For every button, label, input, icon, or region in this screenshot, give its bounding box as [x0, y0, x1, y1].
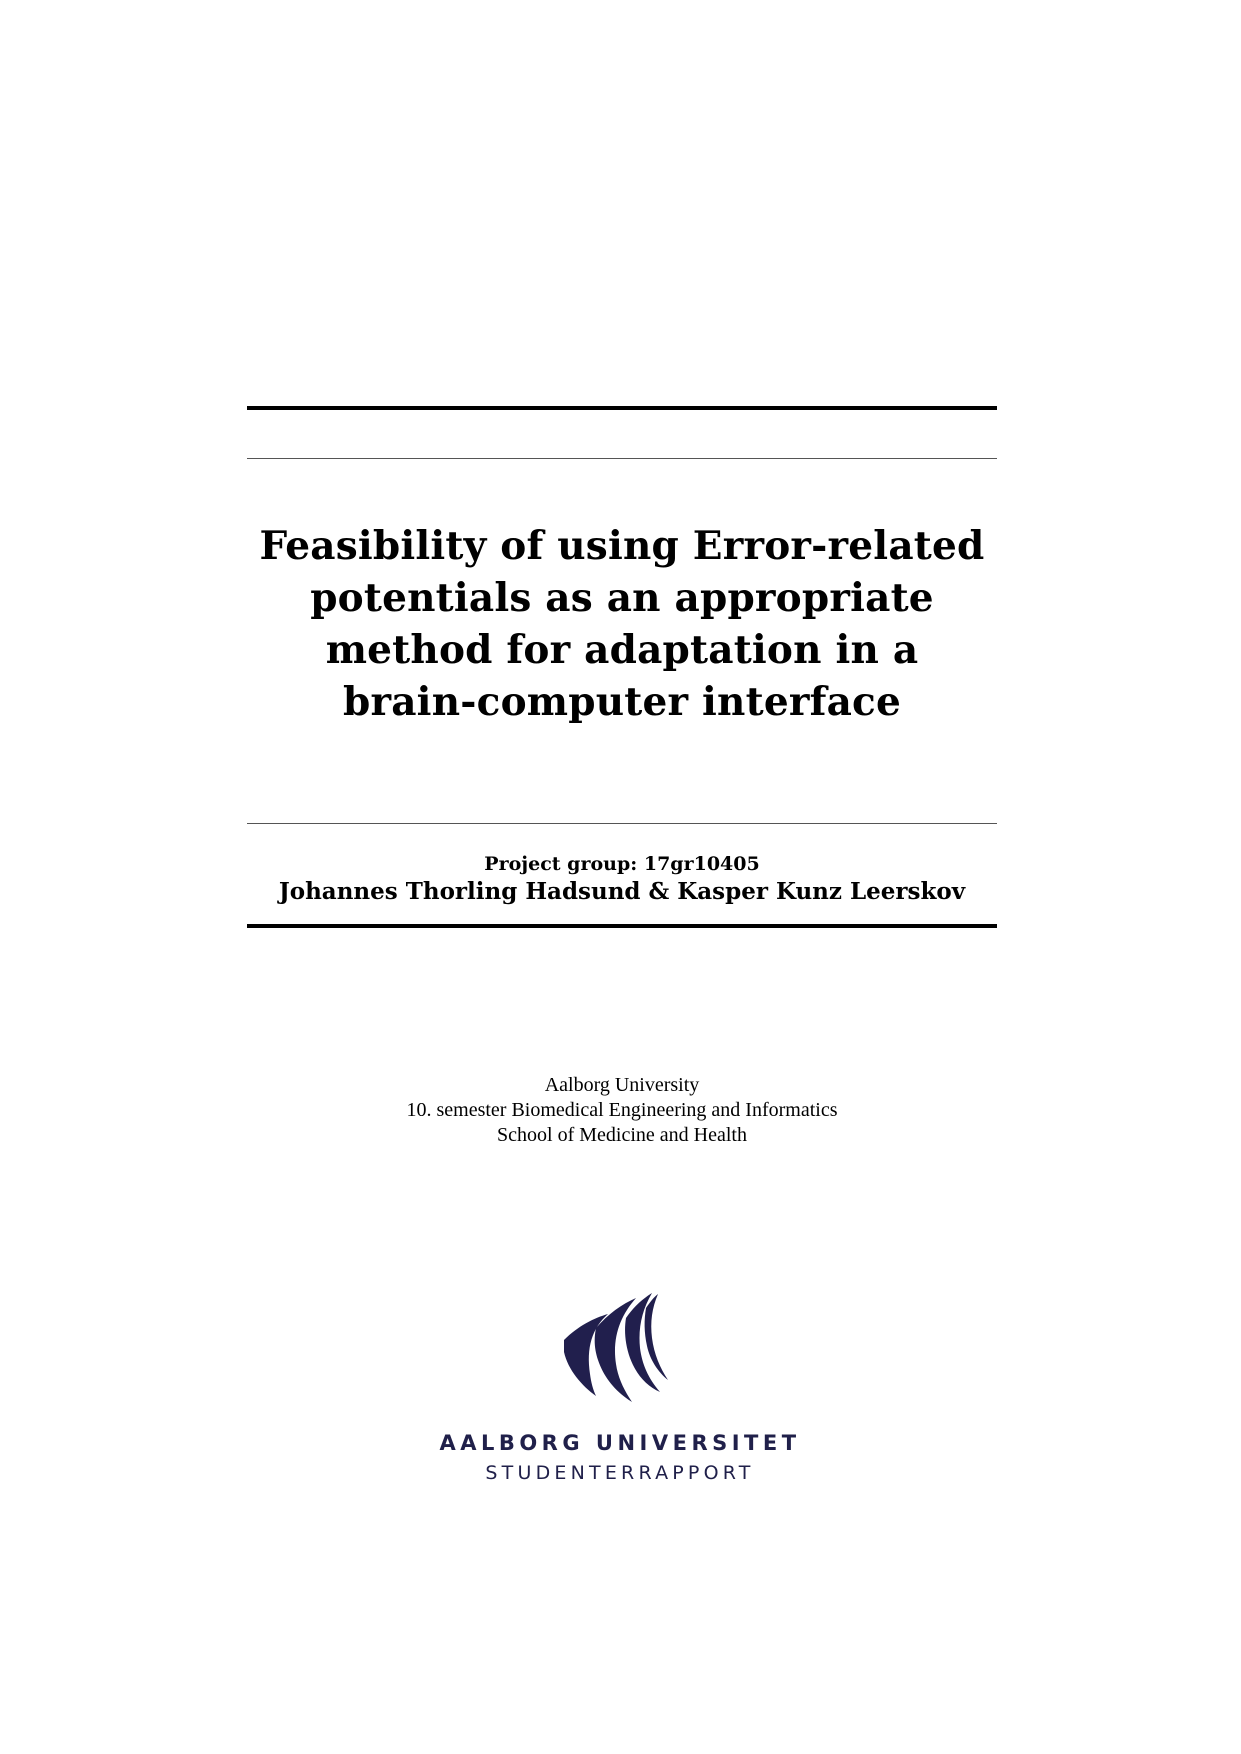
- logo-university-name: AALBORG UNIVERSITET: [439, 1431, 801, 1455]
- title-line: Feasibility of using Error-related: [259, 523, 985, 569]
- aau-wave-logo-icon: [560, 1292, 670, 1404]
- bottom-thin-rule: [247, 823, 997, 824]
- university-name: Aalborg University: [544, 1074, 700, 1096]
- logo-subtitle: STUDENTERRAPPORT: [485, 1462, 755, 1484]
- bottom-thick-rule: [247, 924, 997, 928]
- project-group: Project group: 17gr10405: [484, 853, 760, 875]
- authors: Johannes Thorling Hadsund & Kasper Kunz Leerskov: [278, 878, 966, 905]
- school-name: School of Medicine and Health: [497, 1124, 747, 1146]
- institution-block: [247, 1073, 997, 1148]
- title-line: potentials as an appropriate: [310, 575, 934, 621]
- title-line: method for adaptation in a: [325, 627, 919, 673]
- title-line: brain-computer interface: [343, 679, 901, 725]
- semester-line: 10. semester Biomedical Engineering and Informatics: [406, 1099, 838, 1121]
- top-thin-rule: [247, 458, 997, 459]
- report-title: [247, 520, 997, 728]
- top-thick-rule: [247, 406, 997, 410]
